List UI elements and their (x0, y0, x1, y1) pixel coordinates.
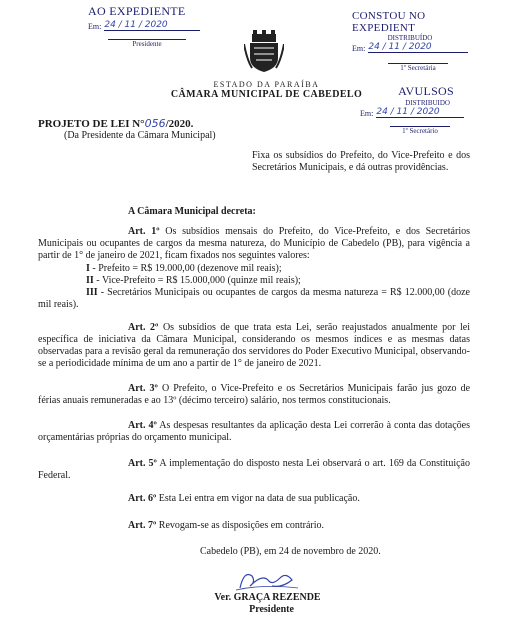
place-date: Cabedelo (PB), em 24 de novembro de 2020. (200, 546, 381, 557)
article-4 (38, 420, 470, 444)
item-ii (86, 275, 470, 287)
stamp-avulsos (360, 84, 464, 135)
item-i-label: I (86, 263, 90, 274)
bill-title-prefix: PROJETO DE LEI N° (38, 118, 145, 130)
stamp-constou (352, 10, 468, 72)
stamp-constou-role: 1º Secretária (388, 63, 448, 72)
signatory-name: Ver. GRAÇA REZENDE (214, 592, 321, 603)
signatory-role: Presidente (249, 604, 294, 615)
bill-title-suffix: /2020. (165, 118, 194, 130)
stamp-constou-em: Em: (352, 44, 366, 53)
article-3 (38, 383, 470, 407)
item-iii (38, 287, 470, 311)
decree-heading: A Câmara Municipal decreta: (128, 206, 256, 217)
stamp-avulsos-em: Em: (360, 109, 374, 118)
stamp-expediente-title: AO EXPEDIENTE (88, 4, 186, 18)
article-4-text: As despesas resultantes da aplicação desta Lei correrão à conta das dotações orçamentárias próprias do orçamento municipal. (38, 420, 471, 443)
stamp-expediente (88, 4, 200, 48)
article-5-label: Art. 5º (128, 458, 157, 469)
article-1 (38, 226, 470, 262)
coat-of-arms (244, 30, 284, 74)
item-i (86, 263, 470, 275)
article-5-text: A implementação do disposto nesta Lei observará o art. 169 da Constituição Federal. (38, 458, 470, 481)
stamp-avulsos-date: 24 / 11 / 2020 (376, 107, 464, 118)
article-5 (38, 458, 470, 482)
article-6 (128, 493, 470, 505)
item-ii-label: II (86, 275, 94, 286)
article-6-text: Esta Lei entra em vigor na data de sua publicação. (158, 493, 360, 504)
article-7-text: Revogam-se as disposições em contrário. (158, 520, 325, 531)
signature-scribble (232, 566, 302, 594)
state-name: ESTADO DA PARAÍBA (213, 80, 320, 89)
stamp-constou-date: 24 / 11 / 2020 (368, 42, 468, 53)
stamp-expediente-role: Presidente (108, 39, 186, 48)
article-3-label: Art. 3º (128, 383, 158, 394)
stamp-avulsos-role: 1º Secretário (390, 126, 450, 135)
bill-title (38, 117, 193, 130)
chamber-name: CÂMARA MUNICIPAL DE CABEDELO (170, 89, 363, 100)
article-6-label: Art. 6º (128, 493, 157, 504)
article-2-label: Art. 2º (128, 322, 159, 333)
bill-author: (Da Presidente da Câmara Municipal) (64, 130, 216, 141)
item-ii-text: - Vice-Prefeito = R$ 15.000,000 (quinze mil reais); (93, 275, 301, 286)
stamp-avulsos-subtitle: DISTRIBUIDO (405, 99, 450, 107)
article-7 (128, 520, 470, 532)
article-1-label: Art. 1º (128, 226, 160, 237)
stamp-expediente-date: 24 / 11 / 2020 (104, 20, 200, 31)
stamp-constou-subtitle: DISTRIBUÍDO (387, 34, 433, 42)
article-3-text: O Prefeito, o Vice-Prefeito e os Secretários Municipais farão jus gozo de férias anuais remuneradas e ao 13º (décimo terceiro) salário, nos termos constitucionais. (38, 383, 471, 406)
stamp-expediente-em: Em: (88, 22, 102, 31)
stamp-avulsos-title: AVULSOS (398, 84, 454, 98)
bill-summary: Fixa os subsídios do Prefeito, do Vice-Prefeito e dos Secretários Municipais, e dá outras providências. (252, 150, 470, 173)
article-2-text: Os subsídios de que trata esta Lei, serão reajustados anualmente por lei específica de iniciativa da Câmara Municipal, considerando os mesmos índices e as mesmas datas observadas para a revisão geral da remuneração dos servidores do Poder Executivo Municipal, observando-se a periodicidade mínima de um ano a partir de 1° de janeiro de 2021. (38, 322, 471, 369)
article-4-label: Art. 4º (128, 420, 157, 431)
bill-number: 056 (144, 117, 166, 130)
article-2 (38, 322, 470, 370)
item-i-text: - Prefeito = R$ 19.000,00 (dezenove mil reais); (89, 263, 282, 274)
stamp-constou-title: CONSTOU NO EXPEDIENT (352, 10, 426, 34)
item-iii-label: III (86, 287, 98, 298)
article-7-label: Art. 7º (128, 520, 157, 531)
article-1-text: Os subsídios mensais do Prefeito, do Vice-Prefeito, e dos Secretários Municipais ou ocupantes de cargos da mesma natureza, do Município de Cabedelo (PB), para vigência a partir de 1° de janeiro de 2021, ficam fixados nos seguintes valores: (38, 226, 470, 261)
item-iii-text: - Secretários Municipais ou ocupantes de cargos da mesma natureza = R$ 12.000,00 (doze mil reais). (38, 287, 470, 310)
